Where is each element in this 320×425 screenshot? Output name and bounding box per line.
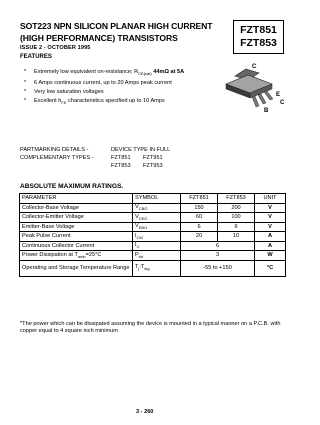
absolute-maximum-ratings-table bbox=[19, 193, 286, 277]
table-row: Collector-Base Voltage $V_{CBO}$ 150 200 V bbox=[20, 203, 286, 213]
column-header: PARAMETER bbox=[20, 194, 133, 204]
pin-label-c: C bbox=[280, 100, 285, 106]
pin-label-e: E bbox=[276, 92, 281, 98]
feature-item: * Very low saturation voltages bbox=[24, 88, 224, 97]
table-row: Collector-Emitter Voltage $V_{CEO}$ 60 100 V bbox=[20, 213, 286, 223]
package-lead bbox=[264, 91, 273, 100]
table-row: Operating and Storage Temperature Range $T_j:T_{stg}$ -55 to +150 °C bbox=[20, 260, 286, 276]
column-header: SYMBOL bbox=[133, 194, 181, 204]
part-number-box bbox=[233, 20, 284, 54]
table-row: Power Dissipation at $T_{amb}=25^\circ C$ $P_{tot}$ 3 W bbox=[20, 251, 286, 261]
title-line-1: SOT223 NPN SILICON PLANAR HIGH CURRENT bbox=[20, 21, 213, 31]
page-number: 3 - 260 bbox=[136, 409, 154, 415]
feature-item: * Extremely low equivalent on-resistance; $R_{CE(sat)}$ 44mΩ at 5A bbox=[24, 68, 224, 79]
issue-date: ISSUE 2 - OCTOBER 1995 bbox=[20, 45, 91, 51]
package-lead bbox=[252, 96, 259, 107]
power-dissipation-footnote: *The power which can be dissipated assuming the device is mounted in a typical manner on a P.C.B. with copper equal to 4 square inch minimum bbox=[20, 321, 281, 334]
part-marking-details: PARTMARKING DETAILS - DEVICE TYPE IN FULL COMPLEMENTARY TYPES - FZT851 FZT951 FZT853 FZT953 bbox=[20, 147, 171, 170]
pin-label-c-top: C bbox=[252, 64, 257, 70]
ratings-heading: ABSOLUTE MAXIMUM RATINGS. bbox=[20, 183, 124, 190]
column-header: FZT851 bbox=[181, 194, 218, 204]
datasheet-title bbox=[20, 20, 220, 44]
column-header: UNIT bbox=[255, 194, 286, 204]
features-heading: FEATURES bbox=[20, 54, 52, 60]
table-row: Peak Pulse Current $I_{CM}$ 20 10 A bbox=[20, 232, 286, 242]
title-line-2: (HIGH PERFORMANCE) TRANSISTORS bbox=[20, 33, 178, 43]
column-header: FZT853 bbox=[218, 194, 255, 204]
features-list bbox=[24, 68, 224, 108]
feature-item: * 6 Amps continuous current, up to 20 Amps peak current bbox=[24, 79, 224, 88]
part-number-fzt853: FZT853 bbox=[240, 37, 277, 49]
table-row: Continuous Collector Current $I_C$ 6 A bbox=[20, 241, 286, 251]
package-lead bbox=[258, 94, 266, 104]
pin-label-b: B bbox=[264, 108, 269, 114]
feature-item: * Excellent $h_{FE}$ characteristics specified up to 10 Amps bbox=[24, 97, 224, 108]
table-header-row bbox=[20, 194, 286, 204]
sot223-package-drawing bbox=[218, 62, 292, 122]
table-row: Emitter-Base Voltage $V_{EBO}$ 6 6 V bbox=[20, 222, 286, 232]
part-number-fzt851: FZT851 bbox=[240, 24, 277, 36]
